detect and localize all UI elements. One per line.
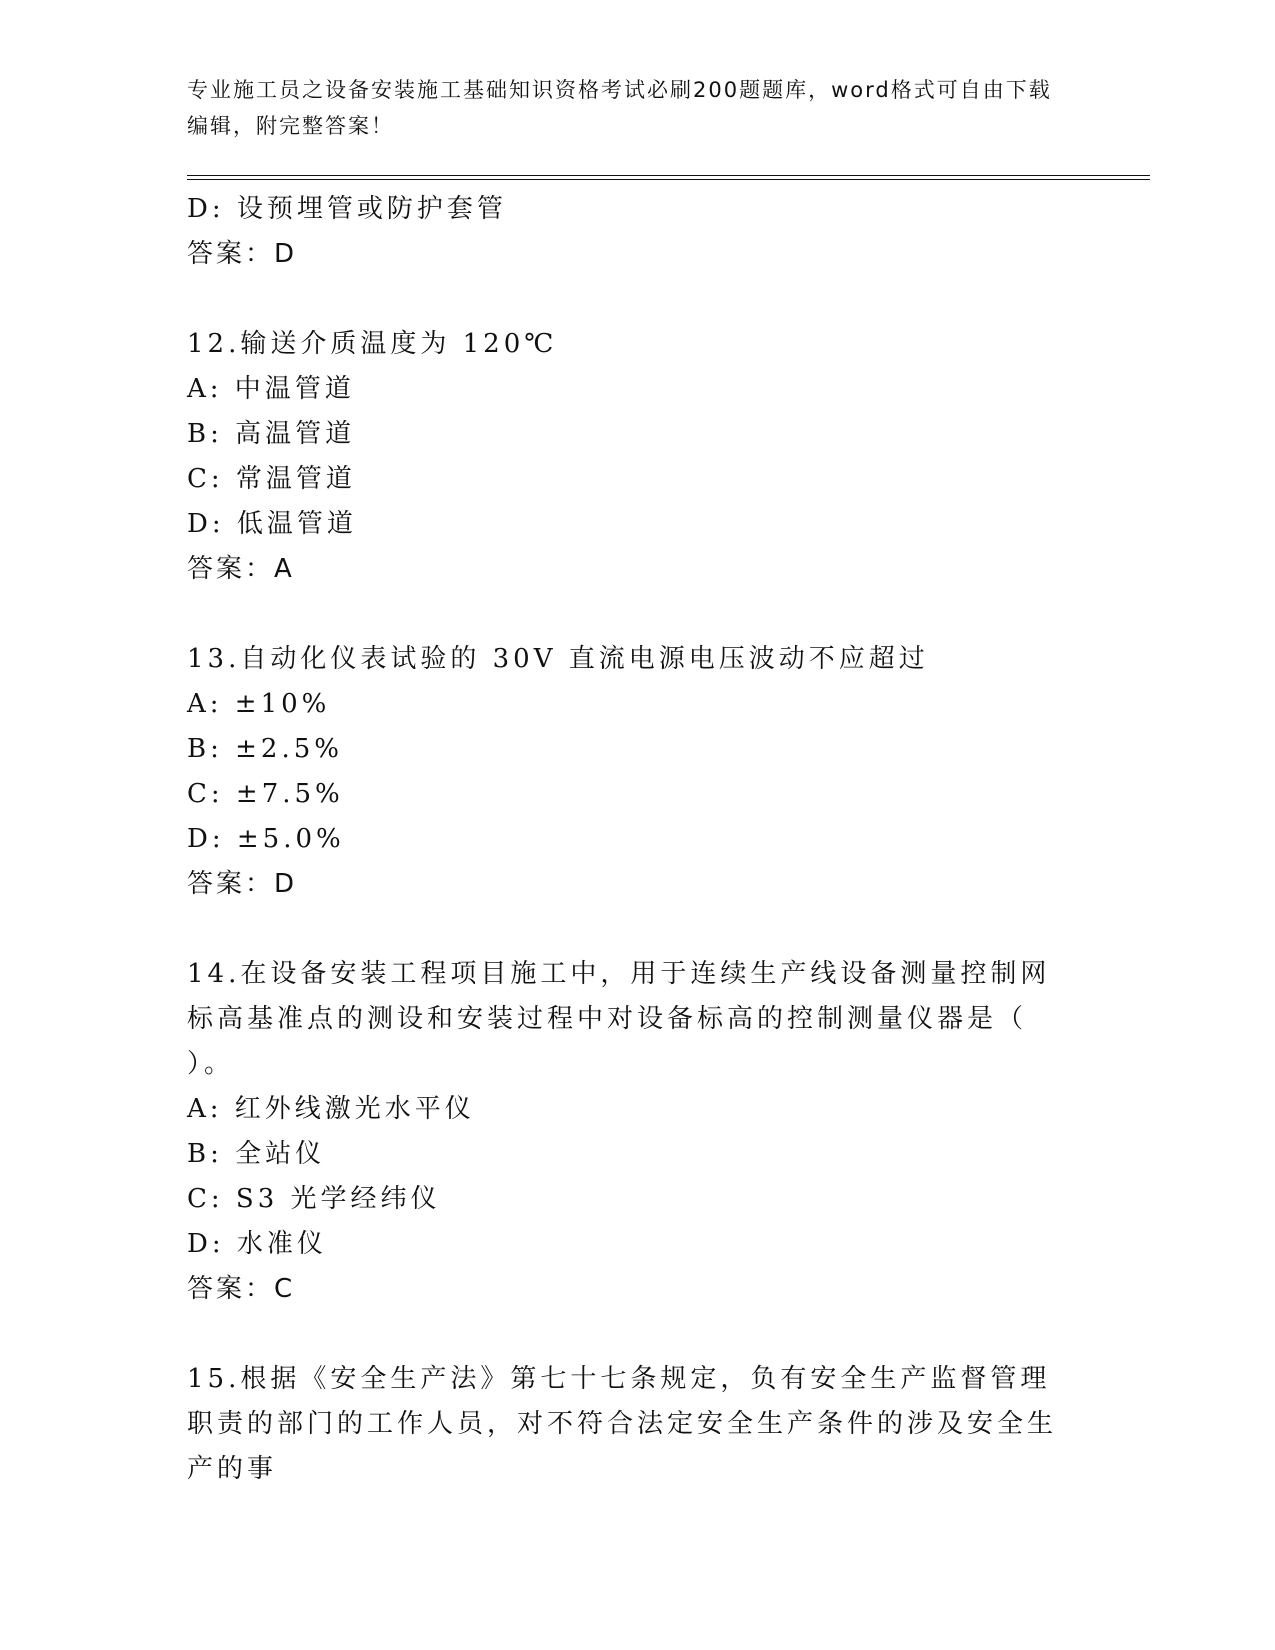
option-c: C: S3 光学经纬仪 (187, 1184, 441, 1214)
spacer (187, 277, 1087, 322)
question-stem: 12.输送介质温度为 120℃ (187, 329, 558, 359)
document-header: 专业施工员之设备安装施工基础知识资格考试必刷200题题库，word格式可自由下载编辑，附完整答案！ (187, 78, 1052, 138)
option-d: D: 设预埋管或防护套管 (187, 194, 507, 224)
option-b: B: 高温管道 (187, 419, 356, 449)
spacer (187, 907, 1087, 952)
option-a: A: 红外线激光水平仪 (187, 1094, 475, 1124)
option-d: D: 水准仪 (187, 1229, 327, 1259)
answer-line: 答案：C (187, 1274, 296, 1304)
header-divider (187, 175, 1150, 180)
option-a: A: ±10% (187, 689, 331, 719)
option-d: D: ±5.0% (187, 824, 345, 854)
option-c: C: 常温管道 (187, 464, 356, 494)
option-b: B: ±2.5% (187, 734, 343, 764)
answer-line: 答案：A (187, 554, 295, 584)
spacer (187, 1312, 1087, 1357)
document-body (187, 187, 1087, 1492)
option-c: C: ±7.5% (187, 779, 344, 809)
answer-line: 答案：D (187, 239, 298, 269)
question-stem: 14.在设备安装工程项目施工中，用于连续生产线设备测量控制网标高基准点的测设和安装过程中对设备标高的控制测量仪器是（ ）。 (187, 959, 1051, 1079)
question-stem: 13.自动化仪表试验的 30V 直流电源电压波动不应超过 (187, 644, 929, 674)
option-a: A: 中温管道 (187, 374, 355, 404)
spacer (187, 592, 1087, 637)
option-d: D: 低温管道 (187, 509, 357, 539)
question-stem: 15.根据《安全生产法》第七十七条规定，负有安全生产监督管理职责的部门的工作人员，对不符合法定安全生产条件的涉及安全生产的事 (187, 1364, 1058, 1484)
answer-line: 答案：D (187, 869, 298, 899)
option-b: B: 全站仪 (187, 1139, 326, 1169)
